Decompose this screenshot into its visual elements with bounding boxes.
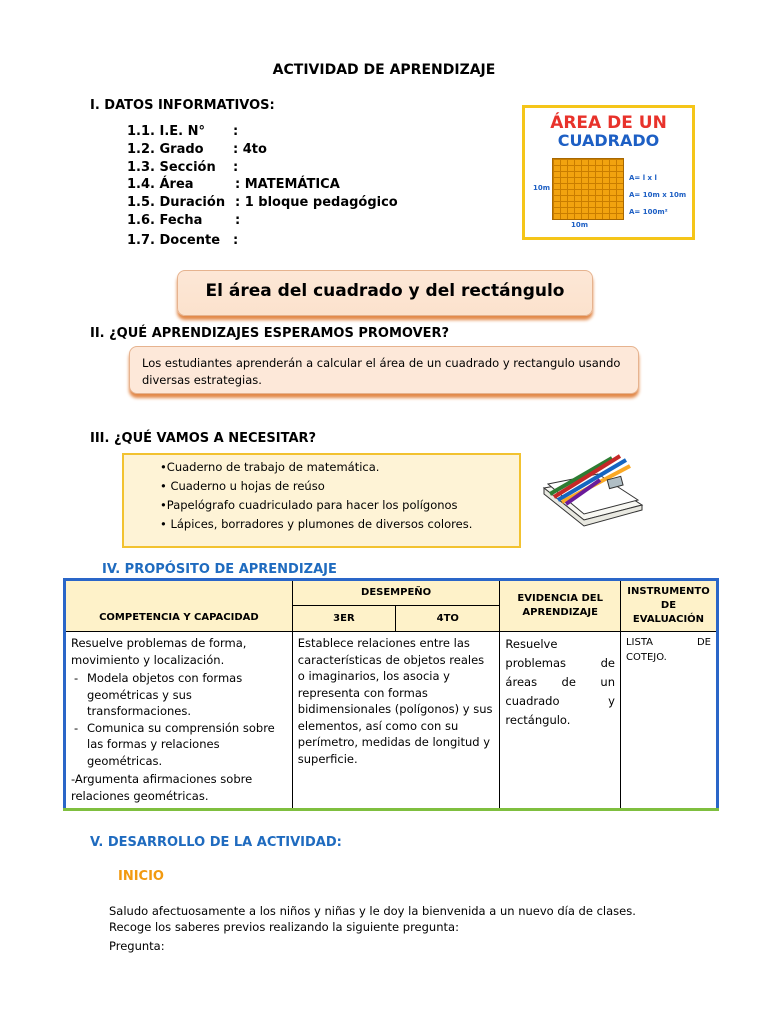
pencils-notebook-icon xyxy=(540,450,645,535)
document-title: ACTIVIDAD DE APRENDIZAJE xyxy=(272,62,496,78)
header-evidencia: EVIDENCIA DEL APRENDIZAJE xyxy=(500,580,621,632)
bottom-label: 10m xyxy=(571,221,589,229)
paragraph-saludo: Saludo afectuosamente a los niños y niñas y le doy la bienvenida a un nuevo día de clases. xyxy=(109,904,636,918)
aprendizajes-box: Los estudiantes aprenderán a calcular el área de un cuadrado y rectangulo usando diversas estrategias. xyxy=(129,346,639,394)
header-competencia: COMPETENCIA Y CAPACIDAD xyxy=(65,580,293,632)
topic-title: El área del cuadrado y del rectángulo xyxy=(205,281,565,301)
competencia-main: Resuelve problemas de forma, movimiento y localización. xyxy=(71,636,247,667)
material-item: • Cuaderno u hojas de reúso xyxy=(160,479,325,493)
material-item: •Cuaderno de trabajo de matemática. xyxy=(160,460,380,474)
header-desempeno: DESEMPEÑO xyxy=(292,580,500,606)
section-proposito-heading: IV. PROPÓSITO DE APRENDIZAJE xyxy=(102,562,337,577)
competencia-cell xyxy=(65,632,293,810)
competencia-last: -Argumenta afirmaciones sobre relaciones geométricas. xyxy=(71,772,253,803)
formula-2: A= 10m x 10m xyxy=(629,191,687,199)
desempeno-cell: Establece relaciones entre las características de objetos reales o imaginarios, los asocia y representa con formas bidimensionales (polígonos) y sus elementos, así como con su perímetro, medidas de longitud y superficie. xyxy=(292,632,500,810)
paragraph-pregunta: Pregunta: xyxy=(109,939,165,953)
topic-banner xyxy=(177,270,593,316)
area-cuadrado-image xyxy=(522,105,695,240)
inicio-heading: INICIO xyxy=(118,869,164,884)
section-necesitar-heading: III. ¿QUÉ VAMOS A NECESITAR? xyxy=(90,431,317,446)
proposito-table xyxy=(63,578,719,811)
formula-1: A= l x l xyxy=(629,174,657,182)
section-aprendizajes-heading: II. ¿QUÉ APRENDIZAJES ESPERAMOS PROMOVER? xyxy=(90,326,450,341)
evidencia-cell: Resuelve problemas de áreas de un cuadrado y rectángulo. xyxy=(500,632,621,810)
side-label: 10m xyxy=(533,184,551,192)
paragraph-saberes: Recoge los saberes previos realizando la siguiente pregunta: xyxy=(109,920,459,934)
instrumento-cell: LISTA DE COTEJO. xyxy=(620,632,717,810)
material-item: •Papelógrafo cuadriculado para hacer los polígonos xyxy=(160,498,458,512)
capacidad-item: - Modela objetos con formas geométricas y sus transformaciones. xyxy=(87,670,287,720)
header-instrumento: INSTRUMENTO DE EVALUACIÓN xyxy=(620,580,717,632)
section-datos-heading: I. DATOS INFORMATIVOS: xyxy=(90,98,275,113)
capacidad-item: - Comunica su comprensión sobre las formas y relaciones geométricas. xyxy=(87,720,287,770)
header-3er: 3ER xyxy=(292,606,395,632)
area-image-title-line2: CUADRADO xyxy=(557,131,660,150)
header-4to: 4TO xyxy=(396,606,500,632)
formula-3: A= 100m² xyxy=(629,208,668,216)
materiales-box xyxy=(122,453,521,548)
area-image-title-line1: ÁREA DE UN xyxy=(550,113,667,133)
grid-square-icon xyxy=(552,158,624,220)
material-item: • Lápices, borradores y plumones de diversos colores. xyxy=(160,517,473,531)
section-desarrollo-heading: V. DESARROLLO DE LA ACTIVIDAD: xyxy=(90,835,342,850)
